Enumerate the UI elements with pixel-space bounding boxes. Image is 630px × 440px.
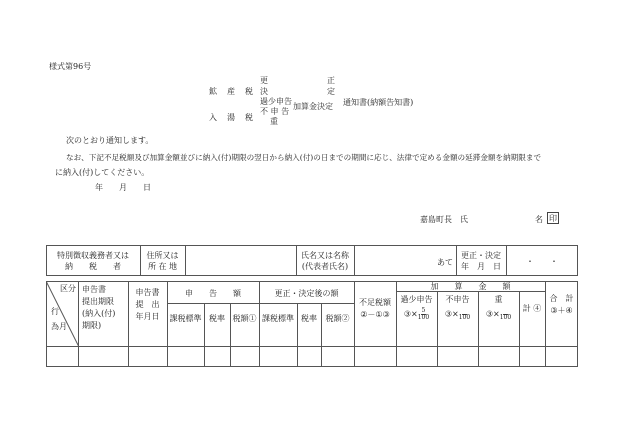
deadline-label-1: 申告書 [82,285,106,294]
tamegetsu-label: 為月 [51,322,67,331]
shortage-label-1: 不足税額 [359,298,391,307]
submitted-label-1: 申告書 [135,288,160,297]
corrected-header: 更正・決定後の額 [274,289,339,298]
title-right-2: 定 [327,87,335,96]
title-notice: 通知書(納額告知書) [343,98,414,107]
seal-mark: 印 [549,214,557,223]
heavy-label: 重 [494,295,503,304]
title-mid-2: 決 [260,87,268,96]
corr-date-label-1: 更正・決定 [461,251,501,260]
corr-date-label-2: 年 月 日 [461,262,501,271]
title-mid-4: 不 申 告 [260,107,290,116]
to-suffix: あて [437,258,453,267]
name-label-2: (代表者氏名) [301,262,349,271]
under-formula: ③× $\frac{5}{100}$ [403,307,430,321]
corrected-tax-base: 課税標準 [262,314,294,323]
taxpayer-label-2: 納 税 者 [65,262,121,271]
deadline-label-4: 期限) [82,321,102,330]
deadline-label-3: (納入(付) [82,309,116,318]
submitted-label-2: 提 出 [135,300,160,309]
body-line3: に納入(付)してください。 [55,168,150,177]
corrected-rate: 税率 [301,314,317,323]
title-addition: 加算金決定 [293,102,333,111]
title-mid-1: 更 [260,76,268,85]
declared-tax1: 税額① [232,314,257,323]
title-right-1: 正 [327,76,335,85]
name-label-1: 氏名又は名称 [301,251,349,260]
body-date: 年 月 日 [95,183,151,192]
declared-tax-base: 課税標準 [169,314,202,323]
body-line1: 次のとおり通知します。 [66,136,154,145]
title-tax-top: 鉱 産 税 [209,87,254,96]
form-number: 様式第96号 [49,62,92,71]
address-label-2: 所 在 地 [147,262,178,271]
total4-label: 計 ④ [522,304,542,313]
grand-label-1: 合 計 [549,294,574,303]
data-row[interactable] [47,347,577,366]
shortage-label-2: ②－①③ [360,310,390,319]
kubun-label: 区分 [60,284,76,293]
grand-label-2: ③＋④ [550,306,573,315]
heavy-formula: ③× 100 [485,309,512,321]
under-label: 過少申告 [400,295,433,304]
non-formula: ③× 100 [444,309,471,321]
declared-header: 申 告 額 [185,289,241,298]
additional-header: 加 算 金 額 [430,282,511,291]
corr-date-dots[interactable]: ・ ・ [526,257,558,266]
gyo-label: 行 [51,307,59,316]
issuer-name-label: 名 [535,215,543,224]
submitted-label-3: 年月日 [135,312,160,321]
title-tax-bottom: 入 湯 税 [209,113,254,122]
declared-rate: 税率 [209,314,225,323]
address-field[interactable] [186,246,295,275]
body-line2: なお、下記不足税額及び加算金額並びに納入(付)期限の翌日から納入(付)の日までの期間に応じ、法律で定める金額の延滞金額を納期限まで [66,153,542,162]
issuer-office: 嘉島町長 氏 [420,215,468,224]
title-mid-3: 過少申告 [260,97,292,106]
corrected-tax2: 税額② [325,314,350,323]
address-label-1: 住所又は [146,251,179,260]
deadline-label-2: 提出期限 [82,297,114,306]
title-mid-5: 重 [270,117,278,126]
taxpayer-label-1: 特別徴収義務者又は [57,251,129,260]
non-label: 不申告 [445,295,470,304]
